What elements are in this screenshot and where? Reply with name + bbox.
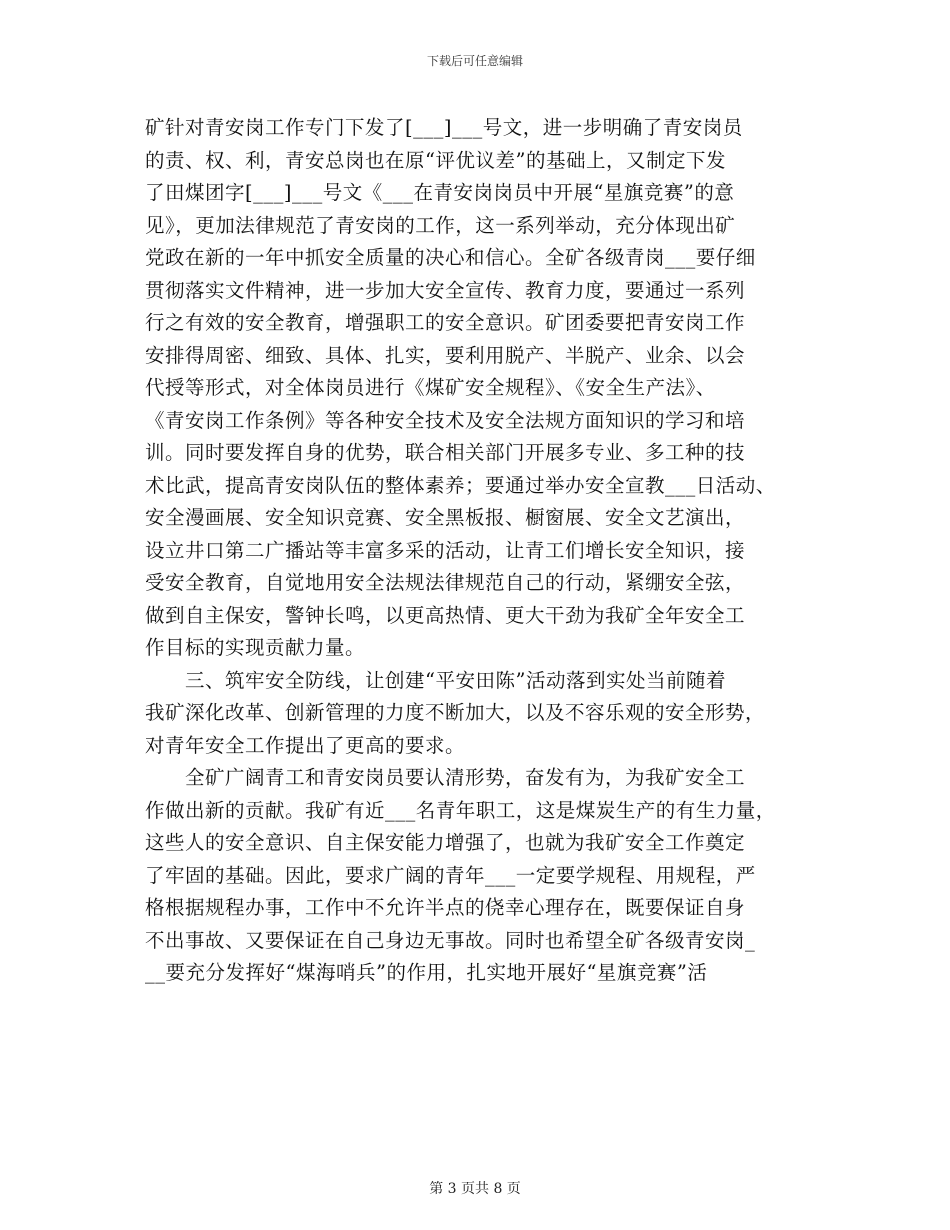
page-footer: 第 3 页共 8 页 — [429, 1181, 521, 1197]
text-line: 不出事故、又要保证在自己身边无事故。同时也希望全矿各级青安岗_ — [145, 928, 756, 952]
text-line: __要充分发挥好“煤海哨兵”的作用，扎实地开展好“星旗竞赛”活 — [145, 961, 708, 984]
text-line: 代授等形式，对全体岗员进行《煤矿安全规程》、《安全生产法》、 — [145, 376, 716, 399]
text-line: 《青安岗工作条例》等各种安全技术及安全法规方面知识的学习和培 — [145, 408, 746, 432]
text-line: 作做出新的贡献。我矿有近___名青年职工，这是煤炭生产的有生力量， — [145, 798, 776, 822]
text-line: 作目标的实现贡献力量。 — [145, 636, 366, 659]
text-line: 见》，更加法律规范了青安岗的工作，这一系列举动，充分体现出矿 — [145, 213, 736, 237]
text-line: 设立井口第二广播站等丰富多采的活动，让青工们增长安全知识，接 — [145, 538, 746, 562]
text-line: 了田煤团字[___]___号文《___在青安岗岗员中开展“星旗竞赛”的意 — [145, 181, 735, 204]
text-line: 贯彻落实文件精神，进一步加大安全宣传、教育力度，要通过一系列 — [145, 278, 746, 302]
text-line: 受安全教育，自觉地用安全法规法律规范自己的行动，紧绷安全弦， — [145, 571, 746, 594]
text-line: 行之有效的安全教育，增强职工的安全意识。矿团委要把青安岗工作 — [145, 311, 746, 334]
text-line: 安全漫画展、安全知识竞赛、安全黑板报、橱窗展、安全文艺演出， — [145, 506, 746, 529]
text-line: 对青年安全工作提出了更高的要求。 — [145, 733, 466, 757]
text-line: 党政在新的一年中抓安全质量的决心和信心。全矿各级青岗___要仔细 — [145, 246, 756, 269]
text-line: 这些人的安全意识、自主保安能力增强了，也就为我矿安全工作奠定 — [145, 831, 746, 854]
text-line: 格根据规程办事，工作中不允许半点的侥幸心理存在，既要保证自身 — [145, 896, 746, 919]
text-line: 做到自主保安，警钟长鸣，以更高热情、更大干劲为我矿全年安全工 — [145, 603, 746, 627]
text-line: 全矿广阔青工和青安岗员要认清形势，奋发有为，为我矿安全工 — [145, 766, 746, 789]
document-body — [145, 112, 805, 990]
text-line: 三、筑牢安全防线，让创建“平安田陈”活动落到实处当前随着 — [145, 668, 726, 692]
text-line: 矿针对青安岗工作专门下发了[___]___号文，进一步明确了青安岗员 — [145, 116, 743, 139]
text-line: 我矿深化改革、创新管理的力度不断加大，以及不容乐观的安全形势， — [145, 701, 766, 724]
text-line: 的责、权、利，青安总岗也在原“评优议差”的基础上，又制定下发 — [145, 148, 726, 172]
page-header: 下载后可任意编辑 — [426, 54, 523, 68]
text-line: 安排得周密、细致、具体、扎实，要利用脱产、半脱产、业余、以会 — [145, 343, 746, 367]
text-line: 训。同时要发挥自身的优势，联合相关部门开展多专业、多工种的技 — [145, 441, 746, 464]
text-line: 了牢固的基础。因此，要求广阔的青年___一定要学规程、用规程，严 — [145, 863, 756, 887]
text-line: 术比武，提高青安岗队伍的整体素养；要通过举办安全宣教___日活动、 — [145, 473, 776, 497]
